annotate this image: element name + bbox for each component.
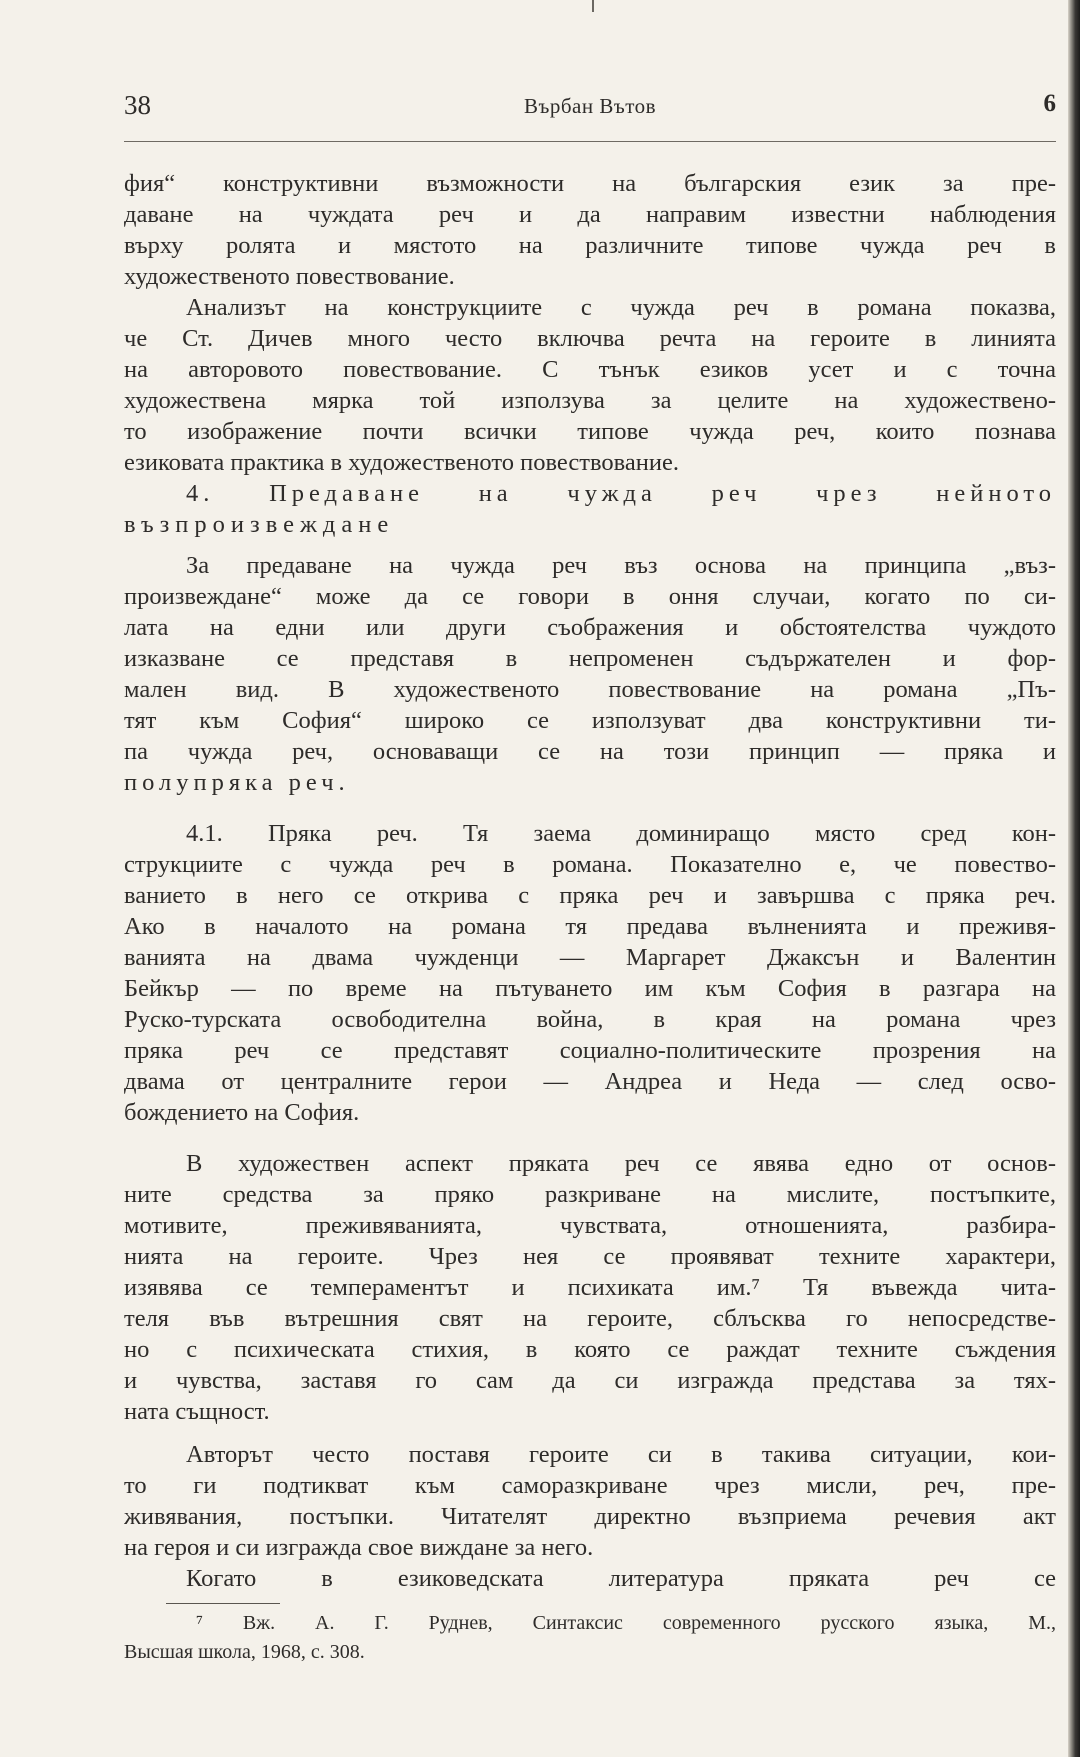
text-line: тят към София“ широко се използуват два конструктивни ти- — [124, 707, 1056, 734]
text-line: изявява се темпераментът и психиката им.⁷ Тя въвежда чита- — [124, 1274, 1056, 1301]
text-line: езиковата практика в художественото повествование. — [124, 449, 679, 476]
text-line: ванието в него се открива с пряка реч и завършва с пряка реч. — [124, 882, 1056, 909]
text-line: то изображение почти всички типове чужда реч, които познава — [124, 418, 1056, 445]
text-line: За предаване на чужда реч въз основа на принципа „въз- — [186, 552, 1056, 579]
text-line: фия“ конструктивни възможности на българския език за пре- — [124, 170, 1056, 197]
text-line: Анализът на конструкциите с чужда реч в романа показва, — [186, 294, 1056, 321]
footnote-line: ⁷ Вж. А. Г. Руднев, Синтаксис современного русского языка, М., — [196, 1612, 1056, 1634]
text-line: Бейкър — по време на пътуването им към София в разгара на — [124, 975, 1056, 1002]
text-line: полупряка реч. — [124, 769, 350, 796]
text-line: но с психическата стихия, в която се раждат техните съждения — [124, 1336, 1056, 1363]
text-line: ната същност. — [124, 1398, 270, 1425]
footnote-line: Высшая школа, 1968, с. 308. — [124, 1641, 365, 1663]
text-line: ните средства за пряко разкриване на мислите, постъпките, — [124, 1181, 1056, 1208]
text-line: художественото повествование. — [124, 263, 455, 290]
text-line: В художествен аспект пряката реч се явява едно от основ- — [186, 1150, 1056, 1177]
footnote-rule — [166, 1603, 280, 1604]
text-line: мотивите, преживяванията, чувствата, отношенията, разбира- — [124, 1212, 1056, 1239]
text-line: художествена мярка той използува за целите на художествено- — [124, 387, 1056, 414]
text-line: струкциите с чужда реч в романа. Показателно е, че повество- — [124, 851, 1056, 878]
text-line: нията на героите. Чрез нея се проявяват техните характери, — [124, 1243, 1056, 1270]
text-line: 4.1. Пряка реч. Тя заема доминиращо място сред кон- — [186, 820, 1056, 847]
text-line: Когато в езиковедската литература пряката реч се — [186, 1565, 1056, 1592]
text-line: мален вид. В художественото повествование на романа „Пъ- — [124, 676, 1056, 703]
running-head-author: Върбан Вътов — [523, 94, 657, 118]
section-heading: 4. Предаване на чужда реч чрез нейното — [186, 480, 1056, 507]
section-heading: възпроизвеждане — [124, 511, 395, 538]
text-line: че Ст. Дичев много често включва речта на героите в линията — [124, 325, 1056, 352]
text-line: лата на едни или други съображения и обстоятелства чуждото — [124, 614, 1056, 641]
text-line: изказване се представя в непроменен съдържателен и фор- — [124, 645, 1056, 672]
text-line: Авторът често поставя героите си в такива ситуации, кои- — [186, 1441, 1056, 1468]
top-edge-mark — [592, 0, 594, 12]
page-binding-edge — [1068, 0, 1080, 1757]
text-line: върху ролята и мястото на различните типове чужда реч в — [124, 232, 1056, 259]
header-rule — [124, 141, 1056, 142]
text-line: даване на чуждата реч и да направим известни наблюдения — [124, 201, 1056, 228]
text-line: Руско-турската освободителна война, в края на романа чрез — [124, 1006, 1056, 1033]
page-header — [124, 90, 1056, 130]
page-number: 38 — [124, 90, 151, 120]
text-line: на авторовото повествование. С тънък езиков усет и с точна — [124, 356, 1056, 383]
body-text — [124, 168, 1056, 1594]
text-line: теля във вътрешния свят на героите, сблъсква го непосредстве- — [124, 1305, 1056, 1332]
text-line: то ги подтикват към саморазкриване чрез мисли, реч, пре- — [124, 1472, 1056, 1499]
section-number: 6 — [1043, 90, 1056, 117]
footnotes — [124, 1609, 1056, 1667]
text-line: пряка реч се представят социално-политическите прозрения на — [124, 1037, 1056, 1064]
text-line: живявания, постъпки. Читателят директно възприема речевия акт — [124, 1503, 1056, 1530]
text-line: произвеждане“ може да се говори в оння случаи, когато по си- — [124, 583, 1056, 610]
text-line: двама от централните герои — Андреа и Неда — след осво- — [124, 1068, 1056, 1095]
text-line: па чужда реч, основаващи се на този принцип — пряка и — [124, 738, 1056, 765]
text-line: и чувства, заставя го сам да си изгражда представа за тях- — [124, 1367, 1056, 1394]
text-line: бождението на София. — [124, 1099, 360, 1126]
text-line: Ако в началото на романа тя предава вълненията и преживя- — [124, 913, 1056, 940]
text-line: на героя и си изгражда свое виждане за него. — [124, 1534, 594, 1561]
text-line: ванията на двама чужденци — Маргарет Джаксън и Валентин — [124, 944, 1056, 971]
